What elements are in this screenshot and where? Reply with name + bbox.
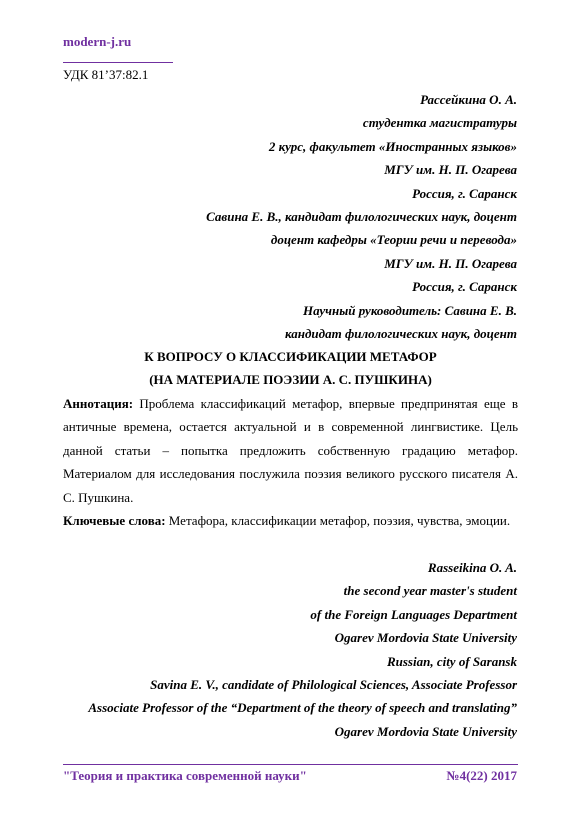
author-line: МГУ им. Н. П. Огарева — [384, 162, 517, 178]
keywords-text: Метафора, классификации метафор, поэзия, чувства, эмоции. — [165, 513, 511, 528]
author-line: Россия, г. Саранск — [412, 185, 517, 201]
title-line: К ВОПРОСУ О КЛАССИФИКАЦИИ МЕТАФОР — [144, 349, 437, 364]
author-line: МГУ им. Н. П. Огарева — [384, 255, 517, 271]
author-line: the second year master's student — [343, 583, 517, 599]
author-line: Россия, г. Саранск — [412, 279, 517, 295]
author-line: of the Foreign Languages Department — [310, 606, 517, 622]
author-line: Associate Professor of the “Department of the theory of speech and translating” — [88, 700, 517, 716]
abstract-paragraph — [63, 392, 518, 509]
russian-author-block — [206, 88, 517, 345]
english-author-block — [88, 556, 517, 743]
issue-number: №4(22) 2017 — [446, 768, 517, 783]
abstract-label: Аннотация: — [63, 396, 134, 411]
title-line: (НА МАТЕРИАЛЕ ПОЭЗИИ А. С. ПУШКИНА) — [149, 372, 432, 388]
article-title — [63, 345, 518, 392]
author-line: Савина Е. В., кандидат филологических наук, доцент — [206, 209, 517, 225]
keywords-label: Ключевые слова: — [63, 513, 166, 528]
author-line: Savina E. V., candidate of Philological Sciences, Associate Professor — [150, 677, 517, 693]
site-link[interactable]: modern-j.ru — [63, 34, 132, 49]
footer-divider — [63, 764, 518, 765]
author-line: студентка магистратуры — [362, 115, 517, 131]
author-line: доцент кафедры «Теории речи и перевода» — [270, 232, 517, 248]
journal-name: "Теория и практика современной науки" — [63, 768, 307, 783]
author-line: Russian, city of Saransk — [386, 653, 517, 669]
author-line: Ogarev Mordovia State University — [334, 630, 517, 646]
author-line: Рассейкина О. А. — [420, 92, 517, 107]
header-divider — [63, 62, 173, 63]
udk-code: УДК 81’37:82.1 — [63, 67, 149, 82]
author-line: Научный руководитель: Савина Е. В. — [302, 302, 517, 318]
abstract-text: Проблема классификаций метафор, впервые предпринятая еще в античные времена, остается актуальной и в современной лингвистике. Цель данной статьи – попытка предложить собственную градацию метафор. Материалом для исследования послужила поэзия великого русского писателя А. С. Пушкина. — [63, 396, 518, 505]
author-line: Rasseikina O. A. — [427, 560, 517, 575]
author-line: кандидат филологических наук, доцент — [284, 326, 517, 342]
keywords-paragraph — [63, 509, 518, 532]
author-line: 2 курс, факультет «Иностранных языков» — [268, 138, 517, 154]
author-line: Ogarev Mordovia State University — [334, 723, 517, 739]
